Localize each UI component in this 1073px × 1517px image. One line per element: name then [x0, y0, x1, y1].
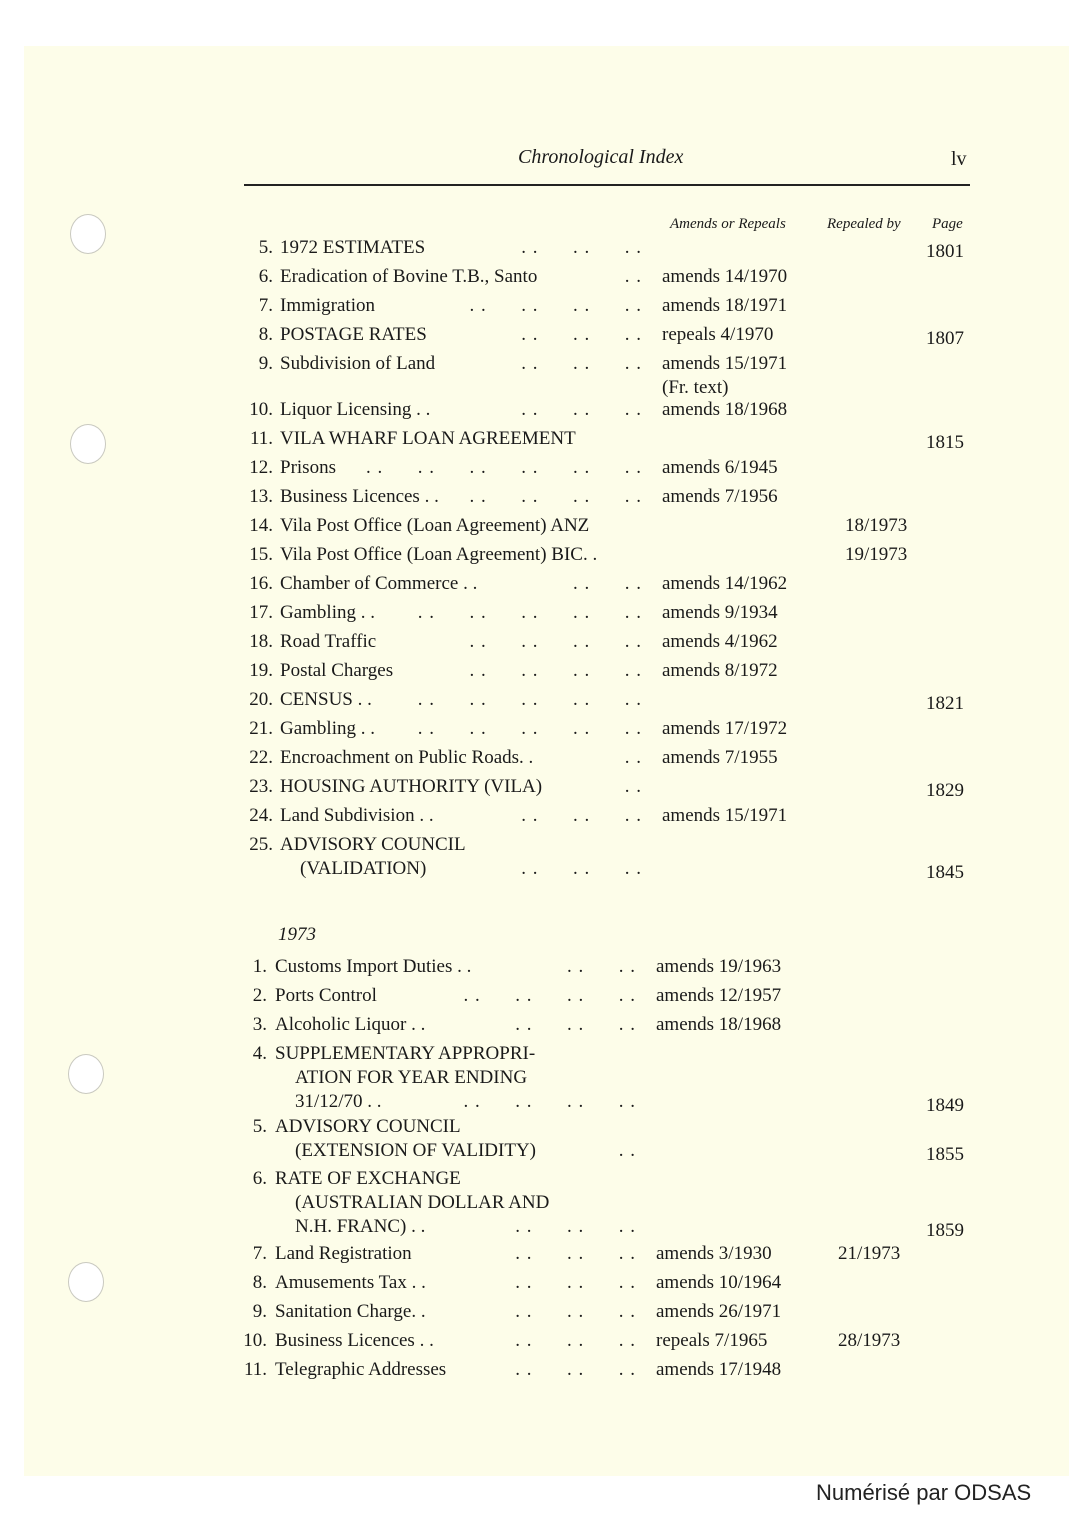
- year-heading: 1973: [278, 924, 316, 945]
- entry-number: 3.: [252, 1014, 267, 1035]
- entry-number: 20.: [249, 689, 273, 710]
- page-reference: 1855: [926, 1144, 964, 1165]
- page-reference: 1801: [926, 241, 964, 262]
- leader-dots: . . . . . .: [521, 805, 642, 826]
- entry-number: 15.: [249, 544, 273, 565]
- entry-number: 6.: [258, 266, 273, 287]
- index-entry: [0, 833, 1073, 885]
- index-entry: [0, 485, 1073, 513]
- entry-number: 7.: [252, 1243, 267, 1264]
- leader-dots: . . . . . . . . . . . .: [366, 457, 642, 478]
- amends-value: amends 14/1970: [662, 266, 788, 287]
- header-rule: [244, 184, 970, 186]
- index-entry: [0, 427, 1073, 455]
- leader-dots: . . . . . .: [521, 399, 642, 420]
- entry-number: 5.: [252, 1116, 267, 1137]
- entry-title: Immigration: [280, 295, 375, 316]
- amends-value: amends 6/1945: [662, 457, 778, 478]
- entry-number: 9.: [258, 353, 273, 374]
- index-entry: [0, 1013, 1073, 1041]
- amends-value: amends 17/1948: [656, 1359, 782, 1380]
- leader-dots: . . . . . .: [515, 1272, 636, 1293]
- index-entry: [0, 775, 1073, 803]
- entry-number: 1.: [252, 956, 267, 977]
- entry-title: Business Licences . .: [275, 1330, 434, 1351]
- index-entry: [0, 572, 1073, 600]
- leader-dots: . . . . . .: [515, 1243, 636, 1264]
- entry-title: Prisons: [280, 457, 336, 478]
- entry-title: RATE OF EXCHANGE: [275, 1168, 461, 1189]
- entry-number: 4.: [252, 1043, 267, 1064]
- amends-value: amends 14/1962: [662, 573, 788, 594]
- index-entry: [0, 352, 1073, 404]
- amends-value: amends 18/1968: [656, 1014, 782, 1035]
- entry-title: POSTAGE RATES: [280, 324, 427, 345]
- index-entry: [0, 804, 1073, 832]
- leader-dots: . . . . . .: [521, 858, 642, 879]
- entry-number: 25.: [249, 834, 273, 855]
- leader-dots: . . . .: [573, 573, 642, 594]
- entry-title: ADVISORY COUNCIL: [280, 834, 466, 855]
- page-reference: 1829: [926, 780, 964, 801]
- entry-number: 13.: [249, 486, 273, 507]
- entry-title: Vila Post Office (Loan Agreement) ANZ: [280, 515, 590, 536]
- entry-title: Gambling . .: [280, 602, 375, 623]
- leader-dots: . . . . . . . . . .: [417, 602, 642, 623]
- entry-title: (EXTENSION OF VALIDITY): [295, 1140, 536, 1161]
- entry-title: Liquor Licensing . .: [280, 399, 431, 420]
- index-entry: [0, 323, 1073, 351]
- index-entry: [0, 659, 1073, 687]
- leader-dots: . . . . . . . .: [469, 631, 642, 652]
- index-entry: [0, 1115, 1073, 1167]
- entry-title: Land Subdivision . .: [280, 805, 434, 826]
- leader-dots: . .: [624, 266, 642, 287]
- leader-dots: . . . . . . . .: [469, 660, 642, 681]
- entry-number: 17.: [249, 602, 273, 623]
- entry-number: 19.: [249, 660, 273, 681]
- page-reference: 1859: [926, 1220, 964, 1241]
- entry-title: Land Registration: [275, 1243, 412, 1264]
- amends-value: repeals 4/1970: [662, 324, 774, 345]
- entry-title: Business Licences . .: [280, 486, 439, 507]
- entry-number: 10.: [249, 399, 273, 420]
- index-entry: [0, 688, 1073, 716]
- leader-dots: . . . . . .: [521, 353, 642, 374]
- leader-dots: . .: [618, 1140, 636, 1161]
- page-reference: 1821: [926, 693, 964, 714]
- entry-title: Amusements Tax . .: [275, 1272, 426, 1293]
- entry-title: Ports Control: [275, 985, 377, 1006]
- index-entry: [0, 236, 1073, 264]
- entry-title: N.H. FRANC) . .: [295, 1216, 426, 1237]
- amends-value: (Fr. text): [662, 377, 729, 398]
- index-entry: [0, 1329, 1073, 1357]
- leader-dots: . . . . . .: [515, 1301, 636, 1322]
- entry-number: 7.: [258, 295, 273, 316]
- entry-number: 21.: [249, 718, 273, 739]
- entry-title: Encroachment on Public Roads. .: [280, 747, 534, 768]
- entry-number: 8.: [258, 324, 273, 345]
- entry-title: Alcoholic Liquor . .: [275, 1014, 426, 1035]
- index-entry: [0, 1358, 1073, 1386]
- entry-number: 2.: [252, 985, 267, 1006]
- column-header-repealed-by: Repealed by: [827, 216, 901, 232]
- index-entry: [0, 717, 1073, 745]
- entry-title: Chamber of Commerce . .: [280, 573, 478, 594]
- page-reference: 1807: [926, 328, 964, 349]
- entry-title: Subdivision of Land: [280, 353, 436, 374]
- amends-value: amends 12/1957: [656, 985, 782, 1006]
- entry-title: VILA WHARF LOAN AGREEMENT: [280, 428, 576, 449]
- repealed-by-value: 18/1973: [845, 515, 908, 536]
- index-entry: [0, 294, 1073, 322]
- repealed-by-value: 19/1973: [845, 544, 908, 565]
- leader-dots: . . . . . .: [521, 324, 642, 345]
- column-header-page: Page: [932, 216, 963, 232]
- leader-dots: . . . . . . . .: [463, 985, 636, 1006]
- amends-value: amends 7/1956: [662, 486, 778, 507]
- entry-title: Sanitation Charge. .: [275, 1301, 426, 1322]
- entry-title: HOUSING AUTHORITY (VILA): [280, 776, 543, 797]
- index-entry: [0, 630, 1073, 658]
- entry-title: Eradication of Bovine T.B., Santo: [280, 266, 538, 287]
- leader-dots: . . . .: [567, 956, 636, 977]
- entry-number: 18.: [249, 631, 273, 652]
- entry-title: ADVISORY COUNCIL: [275, 1116, 461, 1137]
- leader-dots: . . . . . . . . . .: [417, 718, 642, 739]
- page-reference: 1849: [926, 1095, 964, 1116]
- entry-title: (VALIDATION): [300, 858, 427, 879]
- repealed-by-value: 21/1973: [838, 1243, 901, 1264]
- leader-dots: . . . . . .: [515, 1216, 636, 1237]
- amends-value: amends 10/1964: [656, 1272, 782, 1293]
- entry-number: 24.: [249, 805, 273, 826]
- index-entry: [0, 456, 1073, 484]
- entry-number: 16.: [249, 573, 273, 594]
- index-entry: [0, 984, 1073, 1012]
- amends-value: amends 7/1955: [662, 747, 778, 768]
- page-reference: 1815: [926, 432, 964, 453]
- leader-dots: . . . . . . . . . .: [417, 689, 642, 710]
- index-entry: [0, 1271, 1073, 1299]
- page-number: lv: [951, 148, 967, 170]
- entry-number: 5.: [258, 237, 273, 258]
- entry-number: 10.: [243, 1330, 267, 1351]
- leader-dots: . .: [624, 747, 642, 768]
- amends-value: amends 8/1972: [662, 660, 778, 681]
- leader-dots: . . . . . .: [515, 1014, 636, 1035]
- index-entry: [0, 601, 1073, 629]
- entry-title: ATION FOR YEAR ENDING: [295, 1067, 528, 1088]
- entry-number: 23.: [249, 776, 273, 797]
- entry-title: SUPPLEMENTARY APPROPRI-: [275, 1043, 536, 1064]
- entry-title: Road Traffic: [280, 631, 377, 652]
- amends-value: amends 17/1972: [662, 718, 788, 739]
- entry-title: Postal Charges: [280, 660, 394, 681]
- leader-dots: . . . . . . . .: [469, 486, 642, 507]
- entry-title: Gambling . .: [280, 718, 375, 739]
- amends-value: amends 26/1971: [656, 1301, 782, 1322]
- entry-number: 14.: [249, 515, 273, 536]
- leader-dots: . . . . . .: [521, 237, 642, 258]
- index-entry: [0, 1042, 1073, 1118]
- amends-value: repeals 7/1965: [656, 1330, 768, 1351]
- column-header-amends: Amends or Repeals: [670, 216, 786, 232]
- repealed-by-value: 28/1973: [838, 1330, 901, 1351]
- index-entry: [0, 398, 1073, 426]
- amends-value: amends 15/1971: [662, 353, 788, 374]
- entry-title: CENSUS . .: [280, 689, 372, 710]
- entry-number: 22.: [249, 747, 273, 768]
- entry-title: Telegraphic Addresses: [275, 1359, 447, 1380]
- amends-value: amends 18/1968: [662, 399, 788, 420]
- index-entry: [0, 514, 1073, 542]
- index-entry: [0, 265, 1073, 293]
- index-entry: [0, 746, 1073, 774]
- entry-number: 8.: [252, 1272, 267, 1293]
- digitization-credit: Numérisé par ODSAS: [816, 1480, 1032, 1505]
- amends-value: amends 19/1963: [656, 956, 782, 977]
- amends-value: amends 15/1971: [662, 805, 788, 826]
- entry-number: 9.: [252, 1301, 267, 1322]
- entry-number: 6.: [252, 1168, 267, 1189]
- page-reference: 1845: [926, 862, 964, 883]
- index-entry: [0, 1242, 1073, 1270]
- entry-title: Customs Import Duties . .: [275, 956, 472, 977]
- entry-title: 31/12/70 . .: [295, 1091, 382, 1112]
- entry-title: Vila Post Office (Loan Agreement) BIC. .: [280, 544, 598, 565]
- amends-value: amends 3/1930: [656, 1243, 772, 1264]
- running-title: Chronological Index: [518, 146, 684, 168]
- entry-number: 11.: [243, 1359, 267, 1380]
- index-entry: [0, 955, 1073, 983]
- index-entry: [0, 1167, 1073, 1243]
- entry-number: 11.: [249, 428, 273, 449]
- amends-value: amends 4/1962: [662, 631, 778, 652]
- leader-dots: . . . . . . . .: [463, 1091, 636, 1112]
- amends-value: amends 9/1934: [662, 602, 778, 623]
- entry-title: 1972 ESTIMATES: [280, 237, 426, 258]
- amends-value: amends 18/1971: [662, 295, 788, 316]
- index-entry: [0, 543, 1073, 571]
- leader-dots: . .: [624, 776, 642, 797]
- entry-title: (AUSTRALIAN DOLLAR AND: [295, 1192, 550, 1213]
- index-entry: [0, 1300, 1073, 1328]
- leader-dots: . . . . . .: [515, 1330, 636, 1351]
- leader-dots: . . . . . . . .: [469, 295, 642, 316]
- entry-number: 12.: [249, 457, 273, 478]
- leader-dots: . . . . . .: [515, 1359, 636, 1380]
